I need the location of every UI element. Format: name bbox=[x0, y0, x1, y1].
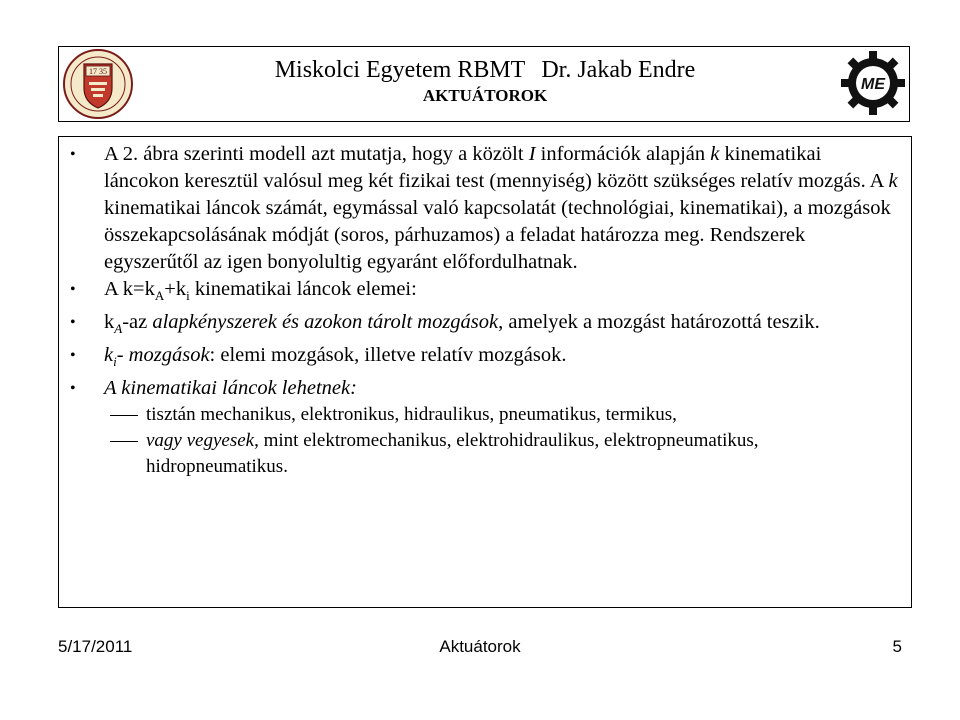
bullet-icon: • bbox=[70, 281, 76, 298]
bullet-icon: • bbox=[70, 347, 76, 365]
crest-year-text: 17 35 bbox=[89, 67, 107, 76]
dash-icon bbox=[110, 415, 138, 416]
gear-logo-text: ME bbox=[861, 76, 885, 93]
dash-icon bbox=[110, 441, 138, 442]
bullet-item-ki: • $k_i-$ mozgások: elemi mozgások, illetve relatív mozgások. bbox=[70, 344, 567, 370]
bullet-item-formula: • A $k=k_A+k_i$ kinematikai láncok elemei: bbox=[70, 278, 417, 304]
author-name: Dr. Jakab Endre bbox=[541, 57, 696, 83]
footer-title: Aktuátorok bbox=[439, 637, 521, 656]
bullet-icon: • bbox=[70, 380, 76, 398]
bullet-icon: • bbox=[70, 314, 76, 332]
institution-name: Miskolci Egyetem RBMT bbox=[274, 57, 526, 83]
course-subtitle: AKTUÁTOROK bbox=[422, 86, 548, 105]
bullet-item-ka: • $k_A-az$ alapkényszerek és azokon tárolt mozgások, amelyek a mozgást határozottá teszik. bbox=[70, 311, 820, 337]
footer-date: 5/17/2011 bbox=[58, 637, 133, 656]
page-number: 5 bbox=[892, 637, 902, 656]
bullet-item-chains: • A kinematikai láncok lehetnek: bbox=[66, 375, 900, 402]
slide-body bbox=[66, 141, 900, 480]
bullet-item-model: • A 2. ábra szerinti modell azt mutatja, hogy a közölt I információk alapján k kinematikai láncokon keresztül valósul meg két fizikai test (mennyiség) között szükséges relatív mozgás. A k kinematikai láncok számát, egymással való kapcsolatát (technológiai, kinematikai), a mozgások összekapcsolásának módját (soros, párhuzamos) a feladat határozza meg. Rendszerek egyszerűtől az igen bonyolultig egyaránt előfordulhatnak. bbox=[70, 143, 898, 273]
gear-me-logo bbox=[838, 48, 908, 118]
sub-item-mixed: vagy vegyesek, mint elektromechanikus, elektrohidraulikus, elektropneumatikus, hidropneumatikus. bbox=[66, 428, 900, 480]
sub-item-pure: tisztán mechanikus, elektronikus, hidraulikus, pneumatikus, termikus, bbox=[66, 402, 900, 428]
page-title bbox=[160, 56, 810, 84]
bullet-icon: • bbox=[70, 146, 76, 163]
university-crest-logo bbox=[62, 48, 134, 120]
